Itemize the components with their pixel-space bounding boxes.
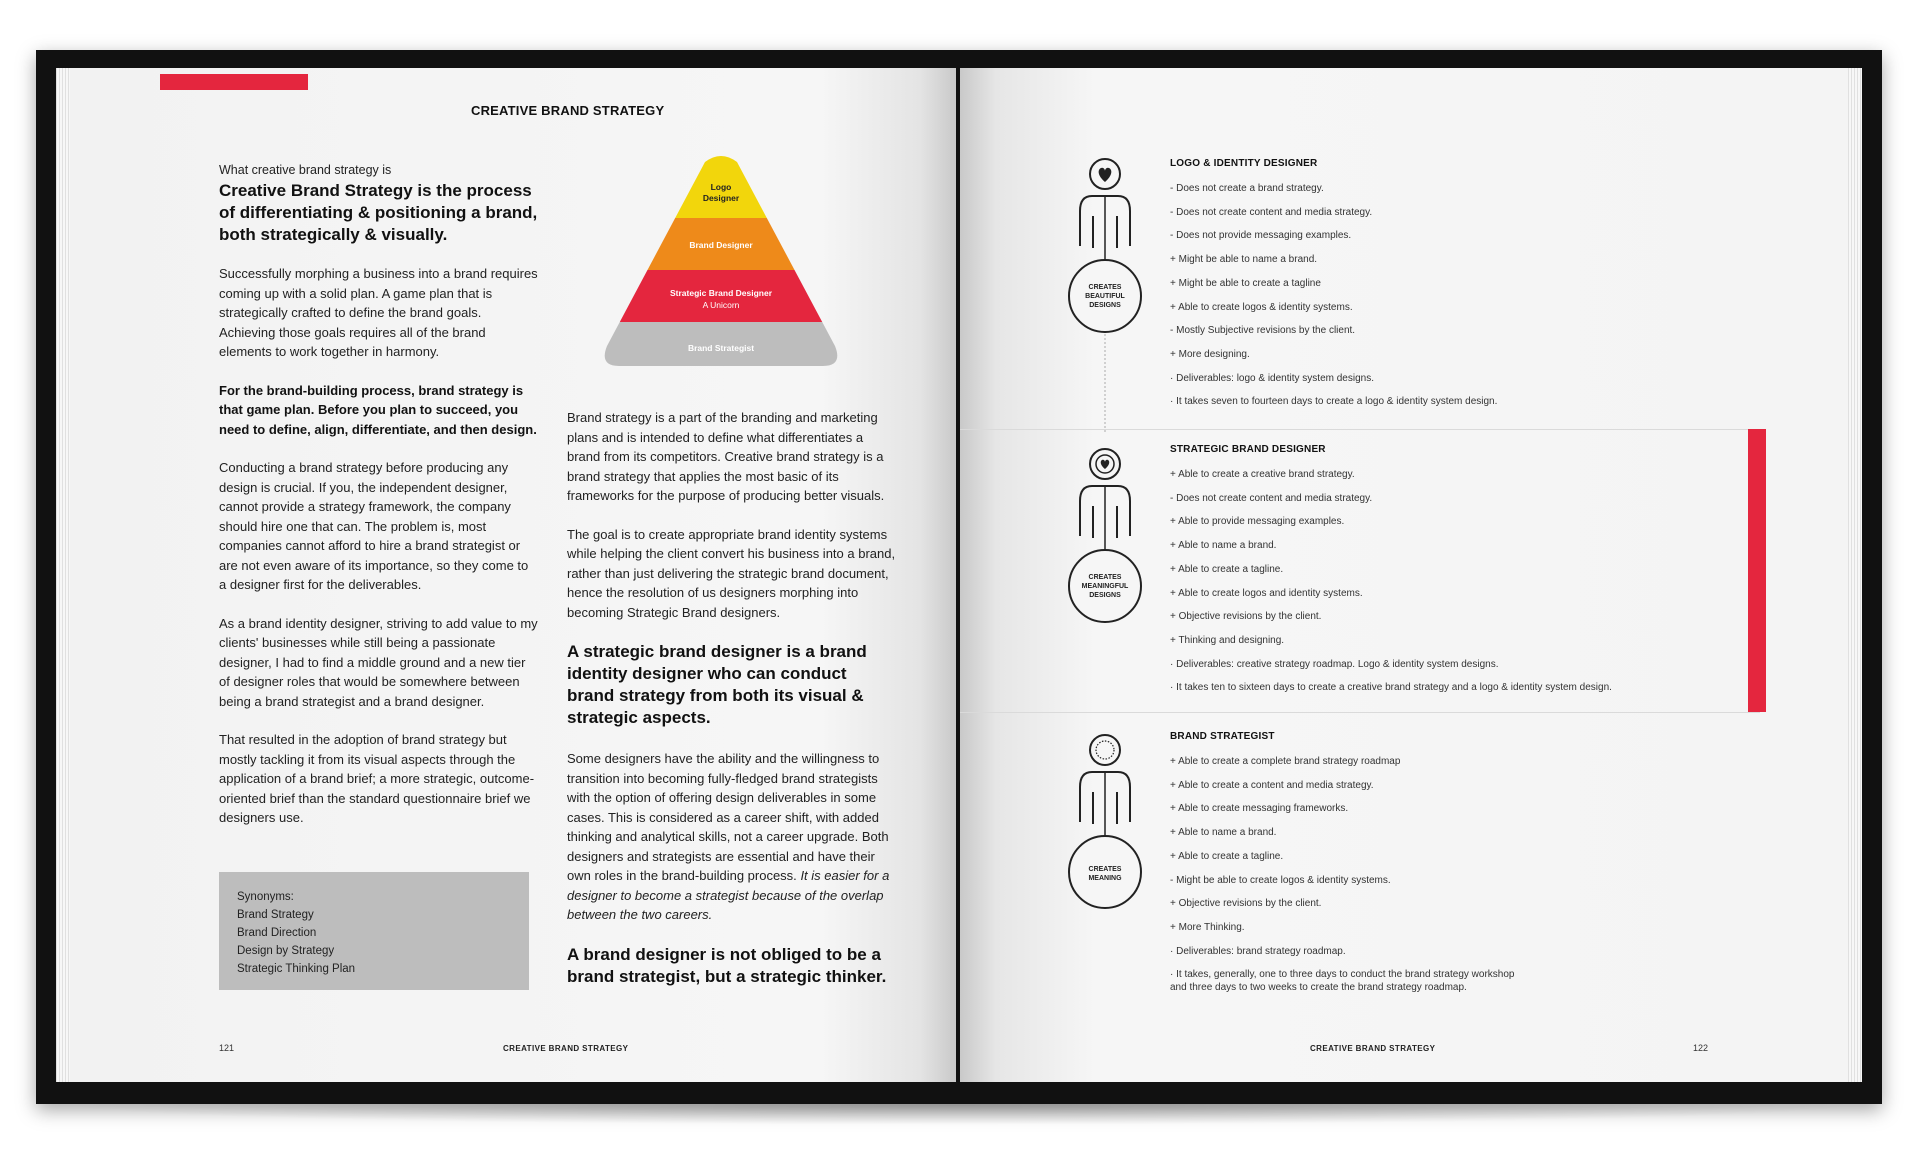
list-item: + More Thinking.	[1170, 921, 1245, 933]
list-item: + Able to create a tagline.	[1170, 850, 1284, 862]
paragraph: Brand strategy is a part of the branding and marketing plans and is intended to define what differentiates a brand from its competitors. Creative brand strategy is a brand strategy that applies the most basic of its frameworks for the purpose of producing better visuals.	[567, 410, 885, 503]
list-item: + Able to name a brand.	[1170, 827, 1277, 839]
role-list	[1170, 750, 1770, 994]
circle-text: MEANINGFUL	[1081, 583, 1129, 590]
role-title: LOGO & IDENTITY DESIGNER	[1170, 158, 1318, 169]
list-item: - Might be able to create logos & identity systems.	[1170, 874, 1391, 886]
synonym-item: Design by Strategy	[237, 945, 335, 957]
pull-quote: A strategic brand designer is a brand identity designer who can conduct brand strategy from both its visual & strategic aspects.	[567, 642, 867, 727]
heart-in-circle-icon	[1101, 460, 1109, 469]
figure-strategic-brand-designer	[1060, 446, 1150, 631]
list-item: · It takes seven to fourteen days to create a logo & identity system design.	[1170, 396, 1498, 408]
role-list	[1170, 463, 1770, 700]
paragraph-text: Some designers have the ability and the willingness to transition into becoming fully-fledged brand strategists with the option of offering design deliverables in some cases. This is considered as a career shift, with added thinking and analytical skills, not a career upgrade. Both designers and strategists are essential and have their own roles in the brand-building process.	[567, 751, 889, 883]
section-divider	[960, 712, 1760, 713]
list-item: · Deliverables: creative strategy roadmap. Logo & identity system designs.	[1170, 658, 1499, 670]
lead-statement: Creative Brand Strategy is the process of differentiating & positioning a brand, both strategically & visually.	[219, 181, 538, 244]
right-page	[960, 68, 1862, 1082]
role-logo-identity-designer	[1170, 158, 1770, 414]
paragraph: For the brand-building process, brand strategy is that game plan. Before you plan to succeed, you need to define, align, differentiate, and then design.	[219, 382, 537, 437]
footer-title: CREATIVE BRAND STRATEGY	[1310, 1044, 1436, 1053]
connector-line	[1100, 328, 1110, 438]
role-brand-strategist	[1170, 731, 1770, 994]
list-item: · It takes ten to sixteen days to create a creative brand strategy and a logo & identity system design.	[1170, 682, 1612, 694]
paragraph: Successfully morphing a business into a brand requires coming up with a solid plan. A game plan that is strategically crafted to define the brand goals. Achieving those goals requires all of the brand elements to work together in harmony.	[219, 266, 538, 359]
list-item: - Does not provide messaging examples.	[1170, 230, 1352, 242]
pyramid-label-strategist: Brand Strategist	[687, 343, 755, 353]
list-item: - Does not create content and media strategy.	[1170, 206, 1373, 218]
pull-quote: A brand designer is not obliged to be a brand strategist, but a strategic thinker.	[567, 944, 887, 986]
heart-icon	[1099, 168, 1112, 182]
role-list	[1170, 177, 1770, 414]
pyramid-label-logo-line2: Designer	[702, 193, 740, 203]
body-column-1	[219, 264, 539, 847]
intro-label: What creative brand strategy is	[219, 163, 392, 177]
synonym-item: Brand Strategy	[237, 909, 314, 921]
role-pyramid	[601, 156, 841, 372]
circle-text: MEANING	[1088, 875, 1122, 882]
circle-text: CREATES	[1088, 574, 1122, 581]
paragraph-italic: It is easier for a designer to become a strategist because of the overlap between the two careers.	[567, 868, 890, 922]
paragraph	[567, 749, 897, 925]
role-title: BRAND STRATEGIST	[1170, 731, 1275, 742]
figure-brand-strategist	[1060, 732, 1150, 917]
list-item: + Able to create messaging frameworks.	[1170, 803, 1349, 815]
page-title: CREATIVE BRAND STRATEGY	[471, 103, 665, 118]
red-tab-marker	[160, 74, 308, 90]
page-edge	[56, 68, 70, 1082]
pyramid-sublabel-unicorn: A Unicorn	[702, 300, 740, 310]
list-item: + Able to create logos and identity systems.	[1170, 587, 1363, 599]
list-item: + Objective revisions by the client.	[1170, 611, 1322, 623]
synonym-item: Strategic Thinking Plan	[237, 963, 356, 975]
list-item: + Might be able to name a brand.	[1170, 254, 1318, 266]
list-item: + Thinking and designing.	[1170, 634, 1285, 646]
section-divider	[960, 429, 1760, 430]
footer-title: CREATIVE BRAND STRATEGY	[503, 1044, 629, 1053]
list-item: + Able to provide messaging examples.	[1170, 516, 1345, 528]
circle-text: DESIGNS	[1089, 302, 1121, 309]
left-page	[56, 68, 956, 1082]
page-number: 121	[219, 1043, 235, 1053]
circle-text: DESIGNS	[1089, 592, 1121, 599]
list-item: + Able to create a tagline.	[1170, 563, 1284, 575]
list-item: + Able to create a content and media strategy.	[1170, 779, 1374, 791]
circle-text: BEAUTIFUL	[1085, 293, 1125, 300]
pyramid-label-logo-line1: Logo	[710, 182, 732, 192]
list-item: · It takes, generally, one to three days to conduct the brand strategy workshop and three days to two weeks to create the brand strategy roadmap.	[1170, 969, 1515, 994]
list-item: · Deliverables: logo & identity system designs.	[1170, 372, 1374, 384]
paragraph: As a brand identity designer, striving to add value to my clients' businesses while still being a passionate designer, I had to find a middle ground and a new tier of designer roles that would be somewhere between being a brand strategist and a brand designer.	[219, 615, 538, 709]
page-edge	[1848, 68, 1862, 1082]
synonyms-title: Synonyms:	[237, 891, 294, 903]
list-item: - Mostly Subjective revisions by the client.	[1170, 325, 1356, 337]
circle-text: CREATES	[1088, 284, 1122, 291]
list-item: + Able to name a brand.	[1170, 540, 1277, 552]
pyramid-label-brand-designer: Brand Designer	[689, 240, 753, 250]
paragraph: Conducting a brand strategy before producing any design is crucial. If you, the independent designer, cannot provide a strategy framework, the company should hire one that can. The problem is, most companies cannot afford to hire a brand strategist or are not even aware of its importance, so they come to a designer first for the deliverables.	[219, 460, 529, 592]
list-item: + Objective revisions by the client.	[1170, 898, 1322, 910]
role-title: STRATEGIC BRAND DESIGNER	[1170, 444, 1326, 455]
list-item: + More designing.	[1170, 348, 1250, 360]
list-item: + Might be able to create a tagline	[1170, 277, 1321, 289]
role-strategic-brand-designer	[1170, 444, 1770, 700]
list-item: + Able to create a complete brand strategy roadmap	[1170, 756, 1401, 767]
circle-text: CREATES	[1088, 866, 1122, 873]
synonyms-box	[219, 872, 529, 990]
list-item: + Able to create logos & identity systems.	[1170, 301, 1353, 313]
paragraph: That resulted in the adoption of brand strategy but mostly tackling it from its visual aspects through the application of a brand brief; a more strategic, outcome-oriented brief than the standard questionnaire brief we designers use.	[219, 732, 535, 825]
paragraph: The goal is to create appropriate brand identity systems while helping the client convert his business into a brand, rather than just delivering the strategic brand document, hence the resolution of us designers morphing into becoming Strategic Brand designers.	[567, 526, 896, 620]
body-column-2	[567, 408, 897, 1008]
figure-logo-designer	[1060, 156, 1150, 341]
list-item: - Does not create a brand strategy.	[1170, 183, 1324, 194]
synonym-item: Brand Direction	[237, 927, 317, 939]
page-number: 122	[1693, 1043, 1709, 1053]
list-item: + Able to create a creative brand strategy.	[1170, 469, 1355, 480]
dotted-circle-icon	[1096, 741, 1114, 759]
list-item: - Does not create content and media strategy.	[1170, 492, 1373, 504]
list-item: · Deliverables: brand strategy roadmap.	[1170, 945, 1346, 957]
pyramid-label-strategic: Strategic Brand Designer	[669, 288, 773, 298]
